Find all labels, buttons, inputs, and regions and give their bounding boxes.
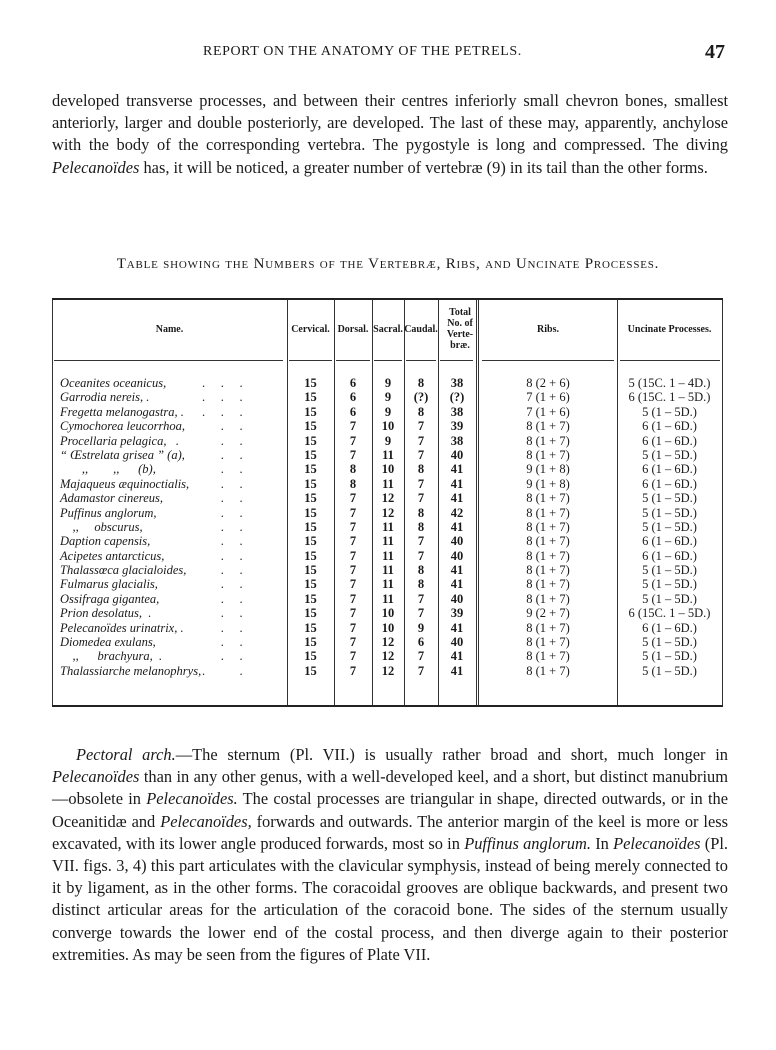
caudal-cell: 7 [417,548,425,563]
cervical-cell: 15 [304,649,317,664]
species-name: Puffinus anglorum, [60,505,157,520]
uncinate-cell: 6 (1 – 6D.) [642,419,697,434]
caudal-cell: 7 [417,591,425,606]
caudal-cell: 7 [417,534,425,549]
table-row [52,592,723,606]
dorsal-cell: 7 [349,519,357,534]
uncinate-cell: 6 (1 – 6D.) [642,548,697,563]
cervical-cell: 15 [304,548,317,563]
species-name: Oceanites oceanicus, [60,376,167,390]
sacral-cell: 10 [381,606,395,621]
table-row [52,491,723,505]
leader-dots: . . [202,505,243,520]
dorsal-cell: 7 [349,606,357,621]
caudal-cell: 8 [417,519,425,534]
dorsal-cell: 6 [349,376,357,390]
sacral-cell: 10 [381,462,395,477]
species-name: Fulmarus glacialis, [60,577,158,592]
header-cervical: Cervical. [291,323,330,335]
species-name: Procellaria pelagica, . [60,433,179,448]
total-cell: 41 [450,462,464,477]
cervical-cell: 15 [304,390,317,405]
species-name: Diomedea exulans, [60,635,156,650]
uncinate-cell: 5 (1 – 5D.) [642,404,697,419]
leader-dots: . . [202,620,243,635]
cervical-cell: 15 [304,505,317,520]
uncinate-cell: 5 (1 – 5D.) [642,519,697,534]
total-cell: 40 [450,635,464,650]
ribs-cell: 8 (1 + 7) [526,635,570,650]
leader-dots: . . [202,419,243,434]
species-name: ,, obscurus, [60,519,143,534]
text-span: developed transverse processes, and between their centres inferiorly small chevron bones, smallest anteriorly, larger and double posteriorly, are developed. The last of these may, apparently, anchylose with the body of the corresponding vertebra. The pygostyle is long and compressed. The diving [52,91,728,155]
caudal-cell: 8 [417,404,425,419]
cervical-cell: 15 [304,404,317,419]
sacral-cell: 9 [384,433,392,448]
dorsal-cell: 7 [349,635,357,650]
dorsal-cell: 7 [349,620,357,635]
vertebrae-table [52,298,723,707]
species-name: Adamastor cinereus, [60,491,163,506]
cervical-cell: 15 [304,606,317,621]
ribs-cell: 8 (1 + 7) [526,491,570,506]
total-cell: 38 [450,433,464,448]
header-dorsal: Dorsal. [337,323,369,335]
species-name: Ossifraga gigantea, [60,591,160,606]
total-cell: 40 [450,591,464,606]
caudal-cell: 8 [417,577,425,592]
table-row [52,664,723,678]
uncinate-cell: 5 (15C. 1 – 4D.) [628,376,711,390]
sacral-cell: 11 [382,447,394,462]
uncinate-cell: 5 (1 – 5D.) [642,591,697,606]
ribs-cell: 9 (1 + 8) [526,462,570,477]
caudal-cell: 7 [417,433,425,448]
dorsal-cell: 6 [349,390,357,405]
sacral-cell: 9 [384,390,392,405]
header-rule [406,360,436,361]
caudal-cell: 8 [417,563,425,578]
cervical-cell: 15 [304,419,317,434]
sacral-cell: 12 [381,649,395,664]
header-caudal: Caudal. [404,323,438,335]
dorsal-cell: 7 [349,548,357,563]
table-body [52,376,723,678]
ribs-cell: 8 (1 + 7) [526,419,570,434]
sacral-cell: 9 [384,404,392,419]
species-name: ,, ,, (b), [60,462,156,477]
cervical-cell: 15 [304,519,317,534]
cervical-cell: 15 [304,591,317,606]
header-sacral: Sacral. [373,323,403,335]
uncinate-cell: 5 (1 – 5D.) [642,447,697,462]
dorsal-cell: 7 [349,591,357,606]
table-row [52,477,723,491]
uncinate-cell: 6 (1 – 6D.) [642,620,697,635]
species-name: Majaqueus æquinoctialis, [60,476,190,491]
table-row [52,419,723,433]
dorsal-cell: 7 [349,447,357,462]
leader-dots: . . [202,447,243,462]
species-name: Garrodia nereis, . [60,390,150,405]
running-head [0,41,776,68]
ribs-cell: 9 (1 + 8) [526,476,570,491]
sacral-cell: 11 [382,519,394,534]
header-rule [620,360,720,361]
sacral-cell: 11 [382,563,394,578]
text-span: has, it will be noticed, a greater number of vertebræ (9) in its tail than the other forms. [139,157,708,177]
caudal-cell: (?) [413,390,429,405]
uncinate-cell: 6 (1 – 6D.) [642,476,697,491]
genus-name: Pelecanoïdes, [160,811,252,831]
leader-dots: . . [202,534,243,549]
caudal-cell: 6 [417,635,425,650]
uncinate-cell: 5 (1 – 5D.) [642,577,697,592]
genus-name: Pelecanoïdes [613,833,701,853]
cervical-cell: 15 [304,563,317,578]
sacral-cell: 12 [381,635,395,650]
sacral-cell: 10 [381,419,395,434]
ribs-cell: 9 (2 + 7) [526,606,570,621]
species-name: Daption capensis, [60,534,151,549]
total-cell: 38 [450,376,464,390]
header-name: Name. [155,323,184,335]
caudal-cell: 8 [417,462,425,477]
genus-name: Pelecanoïdes [52,767,140,787]
leader-dots: . . [202,476,243,491]
table-row [52,606,723,620]
leader-dots: . . [202,663,243,678]
table-row [52,563,723,577]
uncinate-cell: 6 (1 – 6D.) [642,433,697,448]
sacral-cell: 11 [382,591,394,606]
dorsal-cell: 7 [349,505,357,520]
species-name: Puffinus anglorum. [464,833,591,853]
table-row [52,635,723,649]
total-cell: 41 [450,491,464,506]
dorsal-cell: 7 [349,649,357,664]
ribs-cell: 8 (1 + 7) [526,649,570,664]
header-rule [289,360,332,361]
caudal-cell: 7 [417,419,425,434]
header-uncinate: Uncinate Processes. [627,323,712,335]
total-cell: 41 [450,476,464,491]
dorsal-cell: 8 [349,476,357,491]
uncinate-cell: 5 (1 – 5D.) [642,505,697,520]
total-cell: 38 [450,404,464,419]
table-row [52,390,723,404]
caudal-cell: 7 [417,606,425,621]
species-name: Cymochorea leucorrhoa, [60,419,185,434]
total-cell: 40 [450,447,464,462]
species-name: Fregetta melanogastra, . [60,404,184,419]
dorsal-cell: 7 [349,433,357,448]
text-span: —The sternum (Pl. VII.) is usually rather broad and short, much longer in [175,745,729,764]
caudal-cell: 8 [417,505,425,520]
leader-dots: . . . [202,404,243,419]
ribs-cell: 8 (1 + 7) [526,505,570,520]
total-cell: 42 [450,505,464,520]
dorsal-cell: 6 [349,404,357,419]
sacral-cell: 12 [381,505,395,520]
cervical-cell: 15 [304,663,317,678]
uncinate-cell: 5 (1 – 5D.) [642,563,697,578]
sacral-cell: 9 [384,376,392,390]
table-row [52,534,723,548]
uncinate-cell: 6 (15C. 1 – 5D.) [628,606,711,621]
species-name: ,, brachyura, . [60,649,163,664]
header-rule [374,360,402,361]
uncinate-cell: 6 (1 – 6D.) [642,534,697,549]
leader-dots: . . [202,591,243,606]
dorsal-cell: 7 [349,663,357,678]
ribs-cell: 8 (2 + 6) [526,376,570,390]
uncinate-cell: 5 (1 – 5D.) [642,635,697,650]
sacral-cell: 12 [381,663,395,678]
text-span: In [590,833,614,853]
sacral-cell: 11 [382,548,394,563]
header-total: Total No. of Verte-bræ. [446,307,474,351]
caudal-cell: 8 [417,376,425,390]
table-row [52,621,723,635]
intro-paragraph [52,90,728,179]
table-row [52,520,723,534]
header-rule [440,360,473,361]
caudal-cell: 7 [417,663,425,678]
uncinate-cell: 6 (1 – 6D.) [642,462,697,477]
sacral-cell: 10 [381,620,395,635]
ribs-cell: 8 (1 + 7) [526,519,570,534]
pectoral-arch-paragraph [52,744,728,966]
caudal-cell: 7 [417,649,425,664]
leader-dots: . . [202,577,243,592]
cervical-cell: 15 [304,577,317,592]
table-row [52,549,723,563]
leader-dots: . . [202,462,243,477]
ribs-cell: 7 (1 + 6) [526,404,570,419]
running-title: REPORT ON THE ANATOMY OF THE PETRELS. [203,44,522,59]
dorsal-cell: 7 [349,491,357,506]
section-heading: Pectoral arch. [76,745,176,764]
caudal-cell: 7 [417,476,425,491]
total-cell: (?) [449,390,465,405]
dorsal-cell: 7 [349,419,357,434]
genus-name: Pelecanoïdes. [146,789,238,809]
species-name: Thalassiarche melanophrys, [60,663,202,678]
header-rule [336,360,370,361]
cervical-cell: 15 [304,620,317,635]
sacral-cell: 11 [382,577,394,592]
uncinate-cell: 5 (1 – 5D.) [642,649,697,664]
total-cell: 41 [450,577,464,592]
total-cell: 40 [450,548,464,563]
ribs-cell: 7 (1 + 6) [526,390,570,405]
total-cell: 41 [450,649,464,664]
species-name: Acipetes antarcticus, [60,548,165,563]
header-ribs: Ribs. [537,323,559,335]
total-cell: 40 [450,534,464,549]
total-cell: 39 [450,606,464,621]
sacral-cell: 12 [381,491,395,506]
cervical-cell: 15 [304,376,317,390]
table-row [52,448,723,462]
dorsal-cell: 7 [349,534,357,549]
species-name: “ Œstrelata grisea ” (a), [60,447,185,462]
ribs-cell: 8 (1 + 7) [526,563,570,578]
sacral-cell: 11 [382,476,394,491]
leader-dots: . . [202,548,243,563]
header-rule [482,360,614,361]
total-cell: 41 [450,620,464,635]
text-span: forwards and outwards. The anterior margin of the keel is more or less excavated, with its lower angle produced forwards, most so in [52,811,729,853]
cervical-cell: 15 [304,635,317,650]
table-row [52,376,723,390]
leader-dots: . . [202,635,243,650]
table-row [52,577,723,591]
sacral-cell: 11 [382,534,394,549]
ribs-cell: 8 (1 + 7) [526,577,570,592]
header-rule [54,360,283,361]
species-name: Prion desolatus, . [60,606,152,621]
page-number: 47 [705,41,725,63]
cervical-cell: 15 [304,462,317,477]
cervical-cell: 15 [304,476,317,491]
genus-name: Pelecanoïdes [52,157,140,177]
total-cell: 39 [450,419,464,434]
leader-dots: . . . [202,376,243,390]
ribs-cell: 8 (1 + 7) [526,548,570,563]
leader-dots: . . [202,649,243,664]
text-span: The costal processes are triangular in shape, directed outwards, or in the Oceanitidæ and [52,789,728,831]
table-row [52,506,723,520]
leader-dots: . . [202,519,243,534]
leader-dots: . . . [202,390,243,405]
text-span: than in any other genus, with a well-developed keel, and a short, but distinct manubrium—obsolete in [52,767,728,809]
table-row [52,405,723,419]
ribs-cell: 8 (1 + 7) [526,534,570,549]
caudal-cell: 9 [417,620,425,635]
leader-dots: . . [202,563,243,578]
total-cell: 41 [450,563,464,578]
dorsal-cell: 8 [349,462,357,477]
species-name: Pelecanoïdes urinatrix, . [60,620,184,635]
uncinate-cell: 6 (15C. 1 – 5D.) [628,390,711,405]
text-span: (Pl. VII. figs. 3, 4) this part articulates with the clavicular symphysis, instead of being merely connected to it by ligament, as in the other forms. The coracoidal grooves are oblique backwards, and present two distinct articular areas for the articulation of the coracoid bone. The sides of the sternum usually converge towards the lower end of the costal process, and then diverge again to their posterior extremities. As may be seen from the figures of Plate VII. [52,833,728,964]
species-name: Thalassœca glacialoides, [60,563,187,578]
uncinate-cell: 5 (1 – 5D.) [642,491,697,506]
table-title: Table showing the Numbers of the Vertebræ, Ribs, and Uncinate Processes. [116,256,660,272]
table-row [52,434,723,448]
cervical-cell: 15 [304,433,317,448]
cervical-cell: 15 [304,447,317,462]
leader-dots: . . [202,491,243,506]
leader-dots: . . [202,433,243,448]
ribs-cell: 8 (1 + 7) [526,433,570,448]
ribs-cell: 8 (1 + 7) [526,620,570,635]
ribs-cell: 8 (1 + 7) [526,663,570,678]
table-row [52,649,723,663]
ribs-cell: 8 (1 + 7) [526,447,570,462]
dorsal-cell: 7 [349,563,357,578]
table-row [52,462,723,476]
uncinate-cell: 5 (1 – 5D.) [642,663,697,678]
caudal-cell: 7 [417,447,425,462]
cervical-cell: 15 [304,534,317,549]
caudal-cell: 7 [417,491,425,506]
total-cell: 41 [450,663,464,678]
cervical-cell: 15 [304,491,317,506]
ribs-cell: 8 (1 + 7) [526,591,570,606]
total-cell: 41 [450,519,464,534]
leader-dots: . . [202,606,243,621]
dorsal-cell: 7 [349,577,357,592]
